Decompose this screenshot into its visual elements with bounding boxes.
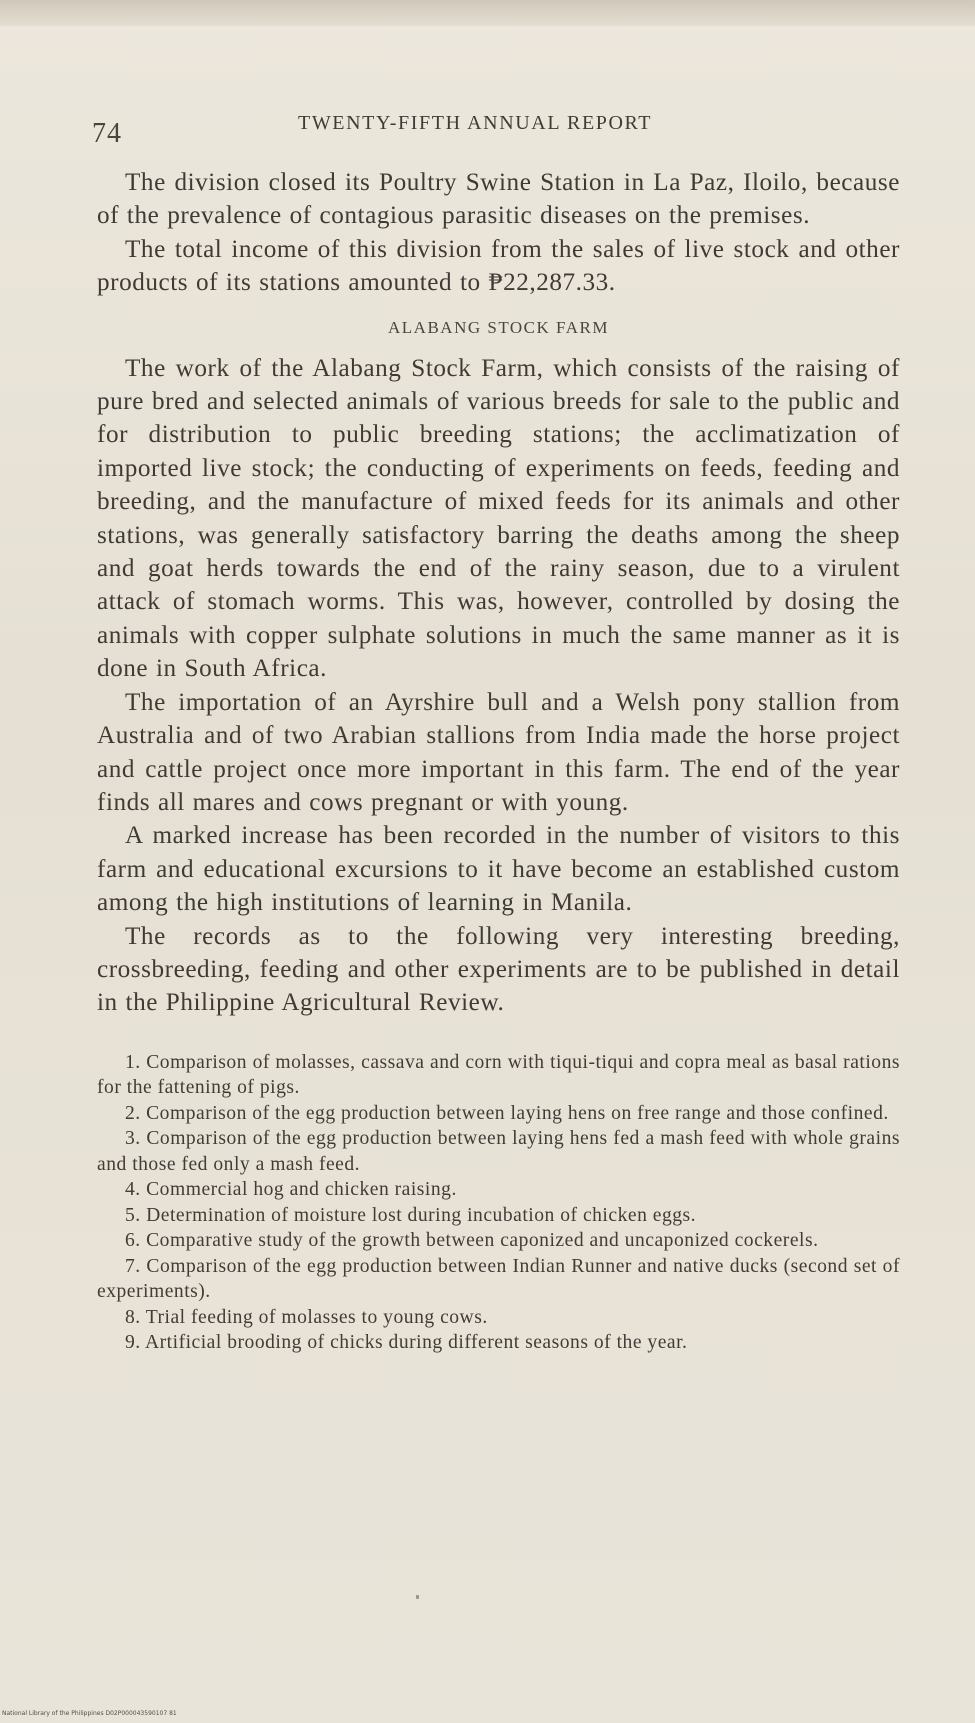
paragraph-farm-work: The work of the Alabang Stock Farm, which consists of the raising of pure bred and selected animals of various breeds for sale to the public and for distribution to public breeding stations; the acclimatization of imported live stock; the conducting of experiments on feeds, feeding and breeding, and the manufacture of mixed feeds for its animals and other stations, was generally satisfactory barring the deaths among the sheep and goat herds towards the end of the rainy season, due to a virulent attack of stomach worms. This was, however, controlled by dosing the animals with copper sulphate solutions in much the same manner as it is done in South Africa.	[97, 354, 900, 683]
paragraph-visitors: A marked increase has been recorded in the number of visitors to this farm and educational excursions to it have become an established custom among the high institutions of learning in Manila.	[97, 822, 900, 917]
body-text	[97, 166, 900, 1356]
section-heading: ALABANG STOCK FARM	[388, 317, 609, 337]
list-item: 8. Trial feeding of molasses to young cows.	[125, 1306, 488, 1328]
list-item: 9. Artificial brooding of chicks during different seasons of the year.	[125, 1332, 688, 1354]
page-top-edge	[0, 0, 975, 26]
paragraph-records: The records as to the following very interesting breeding, crossbreeding, feeding and other experiments are to be published in detail in the Philippine Agricultural Review.	[97, 922, 900, 1017]
running-title: TWENTY-FIFTH ANNUAL REPORT	[298, 112, 653, 134]
list-item: 2. Comparison of the egg production between laying hens on free range and those confined.	[125, 1102, 889, 1124]
experiment-list	[97, 1050, 900, 1356]
list-item: 5. Determination of moisture lost during incubation of chicken eggs.	[125, 1204, 697, 1226]
paragraph-importation: The importation of an Ayrshire bull and a Welsh pony stallion from Australia and of two Arabian stallions from India made the horse project and cattle project once more important in this farm. The end of the year finds all mares and cows pregnant or with young.	[97, 688, 900, 816]
list-item: 7. Comparison of the egg production between Indian Runner and native ducks (second set of experiments).	[97, 1255, 900, 1303]
paragraph-total-income: The total income of this division from the sales of live stock and other products of its stations amounted to ₱22,287.33.	[97, 235, 900, 297]
page-number: 74	[92, 118, 122, 149]
page-header	[92, 112, 892, 152]
library-credit: National Library of the Philippines D02P000043590107 81	[2, 1710, 177, 1717]
list-item: 1. Comparison of molasses, cassava and corn with tiqui-tiqui and copra meal as basal rations for the fattening of pigs.	[97, 1051, 900, 1099]
list-item: 4. Commercial hog and chicken raising.	[125, 1179, 457, 1201]
ink-speck	[416, 1595, 419, 1599]
list-item: 6. Comparative study of the growth between caponized and uncaponized cockerels.	[125, 1230, 819, 1252]
paragraph-station-closure: The division closed its Poultry Swine Station in La Paz, Iloilo, because of the prevalence of contagious parasitic diseases on the premises.	[97, 169, 900, 230]
list-item: 3. Comparison of the egg production between laying hens fed a mash feed with whole grains and those fed only a mash feed.	[97, 1128, 900, 1175]
